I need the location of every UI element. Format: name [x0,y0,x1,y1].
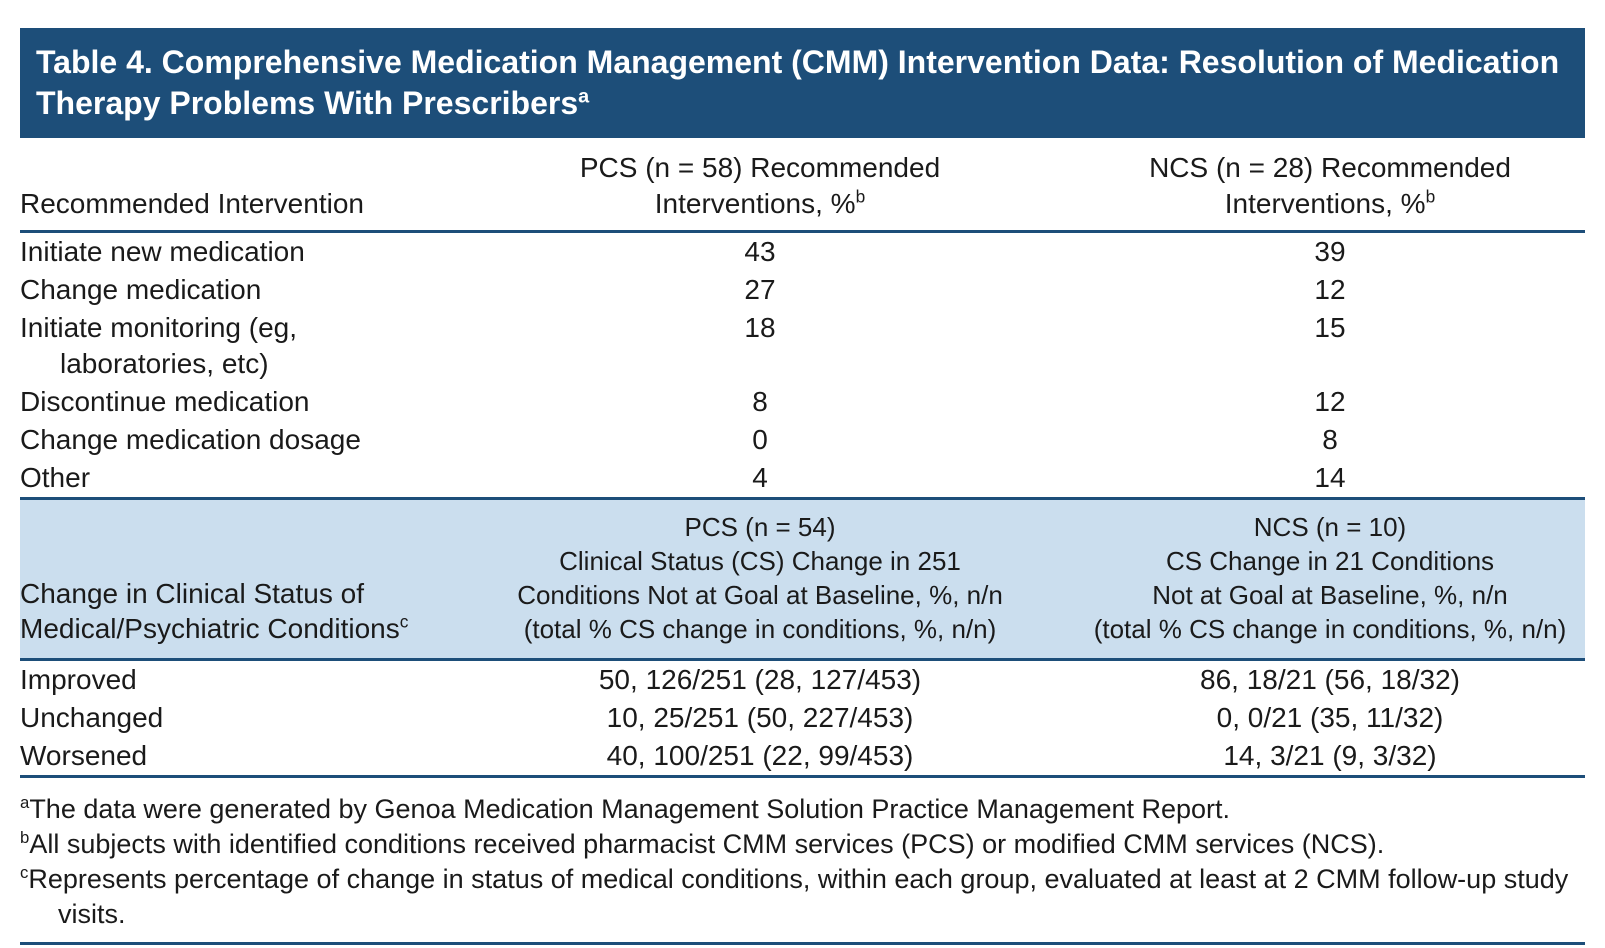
section1-ncs-header-cell [1075,150,1585,222]
ncs-value-cell [1075,422,1585,458]
row-label-cell [20,234,445,270]
section2-pcs-header-cell [445,510,1075,646]
section1-row-header-cell [20,186,445,222]
table-bottom-rule [20,942,1585,945]
ncs-value: 8 [1322,424,1338,455]
footnote-a-marker: a [20,793,30,812]
pcs-value-cell [445,310,1075,382]
table-row-worsened [20,737,1585,775]
ncs-value-cell [1075,738,1585,774]
footnotes [20,778,1585,940]
section2-row-header-cell [20,576,445,646]
footnote-b-marker: b [20,828,30,847]
row-label: Improved [20,664,137,695]
table-row-initiate-monitoring [20,309,1585,383]
section2-ncs-header-line2: CS Change in 21 Conditions [1165,546,1495,576]
table-row-discontinue-medication [20,383,1585,421]
table-row-change-medication [20,271,1585,309]
pcs-value-cell [445,460,1075,496]
ncs-value-cell [1075,460,1585,496]
footnote-a-text: The data were generated by Genoa Medication Management Solution Practice Management Report. [29,794,1231,824]
pcs-header-line1 [445,150,1075,186]
pcs-value: 4 [752,462,768,493]
row-label-cell [20,384,445,420]
section2-ncs-header-cell [1075,510,1585,646]
section2-pcs-header-line2: Clinical Status (CS) Change in 251 [559,546,961,576]
pcs-header-footnote-marker: b [855,186,866,207]
table-row-improved [20,661,1585,699]
table-title-text: Table 4. Comprehensive Medication Management (CMM) Intervention Data: Resolution of Medication Therapy Problems With Prescribers [36,44,1560,121]
row-label: Discontinue medication [20,386,310,417]
table-row-change-medication-dosage [20,421,1585,459]
ncs-header-line1 [1075,150,1585,186]
ncs-header-line2 [1075,186,1585,222]
ncs-value: 15 [1314,312,1346,343]
pcs-value-cell [445,234,1075,270]
ncs-header-footnote-marker: b [1425,186,1436,207]
ncs-value: 12 [1314,386,1346,417]
row-label-cell [20,310,445,382]
pcs-value-cell [445,662,1075,698]
table-title-footnote-marker: a [578,85,590,108]
footnote-c-text: Represents percentage of change in status of medical conditions, within each group, evaluated at least at 2 CMM follow-up study visits. [28,864,1569,929]
footnote-c [20,862,1585,932]
ncs-value-cell [1075,310,1585,382]
row-label: Change medication [20,274,262,305]
section1-header-row [20,138,1585,230]
section2-pcs-header-line3: Conditions Not at Goal at Baseline, %, n/n [517,580,1003,610]
row-label-cell [20,738,445,774]
row-label-cell [20,700,445,736]
pcs-header-line2 [445,186,1075,222]
section2-row-header-line1-text: Change in Clinical Status of [20,578,364,609]
pcs-value: 0 [752,424,768,455]
row-label: Unchanged [20,702,164,733]
ncs-value: 12 [1314,274,1346,305]
section1-row-header-label: Recommended Intervention [20,188,364,219]
section2-pcs-header-line1: PCS (n = 54) [684,512,836,542]
footnote-a [20,792,1585,827]
ncs-header-line2-text: Interventions, % [1224,188,1426,219]
pcs-value-cell [445,738,1075,774]
ncs-value: 39 [1314,236,1346,267]
ncs-value-cell [1075,384,1585,420]
section2-ncs-header-line1: NCS (n = 10) [1253,512,1407,542]
section2-row-header-line1 [20,576,445,611]
row-label: Other [20,462,91,493]
ncs-value: 14, 3/21 (9, 3/32) [1223,740,1437,771]
pcs-header-line1-text: PCS (n = 58) Recommended [579,152,941,183]
table-row-unchanged [20,699,1585,737]
ncs-value-cell [1075,234,1585,270]
section1-pcs-header-cell [445,150,1075,222]
ncs-value-cell [1075,700,1585,736]
section2-ncs-header-line4: (total % CS change in conditions, %, n/n) [1093,614,1567,644]
ncs-value: 86, 18/21 (56, 18/32) [1200,664,1460,695]
pcs-value: 8 [752,386,768,417]
row-label-cell [20,272,445,308]
pcs-value: 40, 100/251 (22, 99/453) [606,740,914,771]
table-row-other [20,459,1585,497]
pcs-value: 18 [744,312,776,343]
pcs-value: 27 [744,274,776,305]
row-label: Worsened [20,740,148,771]
row-label-cell [20,460,445,496]
pcs-value-cell [445,272,1075,308]
table-row-initiate-new-medication [20,233,1585,271]
row-label: Change medication dosage [20,424,361,455]
section2-row-header-line2 [20,611,445,646]
footnote-b-text: All subjects with identified conditions received pharmacist CMM services (PCS) or modified CMM services (NCS). [29,829,1385,859]
section2-ncs-header-line3: Not at Goal at Baseline, %, n/n [1152,580,1508,610]
row-label: Initiate new medication [20,236,305,267]
ncs-value-cell [1075,272,1585,308]
ncs-value: 0, 0/21 (35, 11/32) [1216,702,1444,733]
pcs-value: 50, 126/251 (28, 127/453) [598,664,922,695]
section2-row-header-line2-text: Medical/Psychiatric Conditions [20,613,400,644]
ncs-header-line1-text: NCS (n = 28) Recommended [1149,152,1511,183]
section2-header-band [20,497,1585,661]
ncs-value: 14 [1314,462,1346,493]
table-title-bar [20,28,1585,138]
section2-row-header-footnote-marker: c [399,611,409,632]
footnote-c-marker: c [20,863,29,882]
pcs-value-cell [445,700,1075,736]
section2-pcs-header-line4: (total % CS change in conditions, %, n/n) [523,614,997,644]
pcs-value-cell [445,422,1075,458]
row-label: Initiate monitoring (eg, laboratories, etc) [20,312,298,379]
pcs-value: 10, 25/251 (50, 227/453) [606,702,914,733]
footnote-b [20,827,1585,862]
pcs-value: 43 [744,236,776,267]
pcs-header-line2-text: Interventions, % [654,188,856,219]
row-label-cell [20,662,445,698]
row-label-cell [20,422,445,458]
ncs-value-cell [1075,662,1585,698]
pcs-value-cell [445,384,1075,420]
